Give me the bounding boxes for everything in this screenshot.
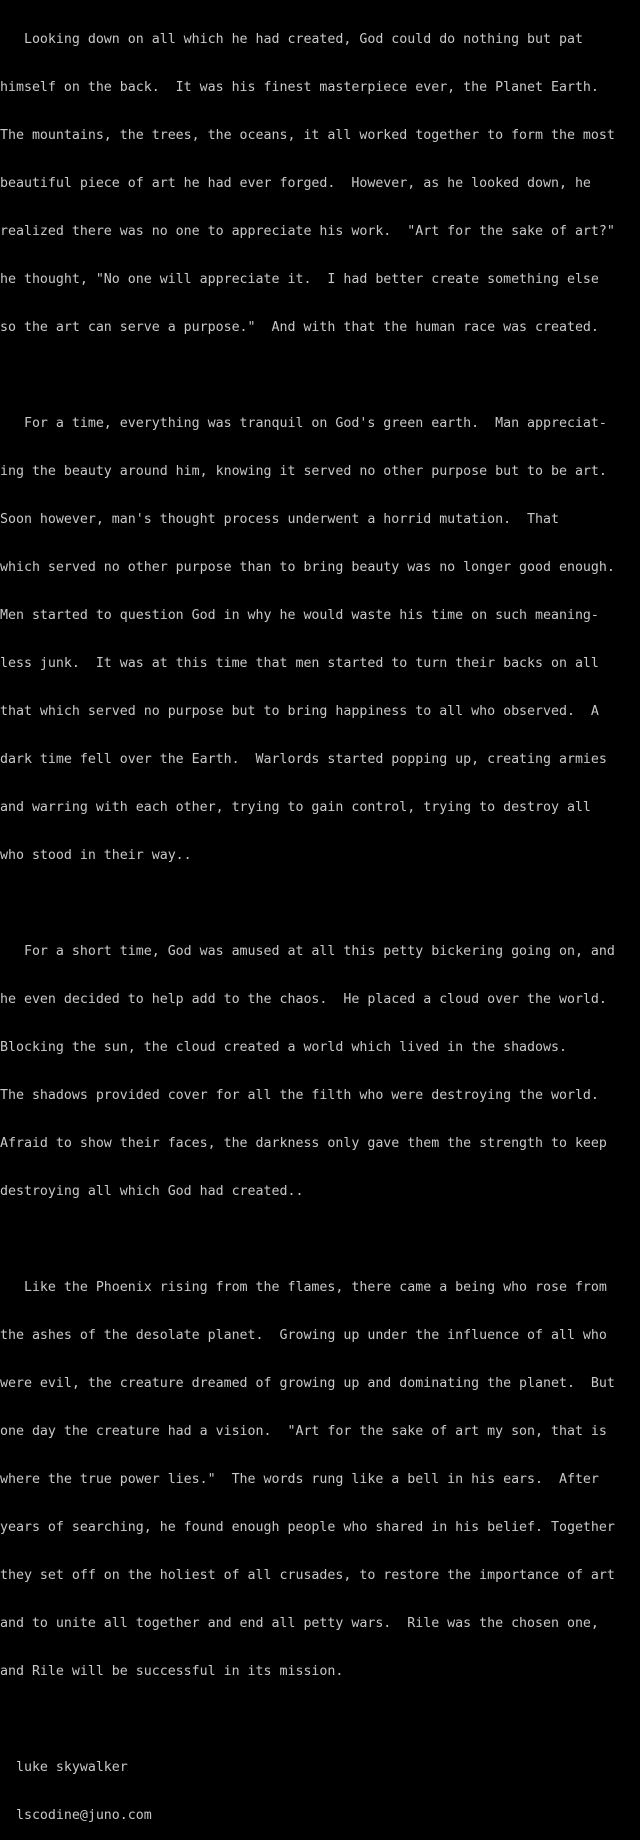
author-name: luke skywalker (0, 1760, 128, 1775)
text-line: and to unite all together and end all petty wars. Rile was the chosen one, (0, 1616, 599, 1631)
text-line: one day the creature had a vision. "Art for the sake of art my son, that is (0, 1424, 607, 1439)
text-line: For a time, everything was tranquil on God's green earth. Man appreciat- (0, 416, 607, 431)
text-line: himself on the back. It was his finest masterpiece ever, the Planet Earth. (0, 80, 599, 95)
text-line: Like the Phoenix rising from the flames, there came a being who rose from (0, 1280, 607, 1295)
text-line: destroying all which God had created.. (0, 1184, 304, 1199)
text-line: they set off on the holiest of all crusades, to restore the importance of art (0, 1568, 615, 1583)
text-line: Afraid to show their faces, the darkness only gave them the strength to keep (0, 1136, 607, 1151)
text-line: he even decided to help add to the chaos. He placed a cloud over the world. (0, 992, 607, 1007)
text-line: For a short time, God was amused at all this petty bickering going on, and (0, 944, 615, 959)
text-line: he thought, "No one will appreciate it. I had better create something else (0, 272, 599, 287)
text-line: The mountains, the trees, the oceans, it all worked together to form the most (0, 128, 615, 143)
text-line: the ashes of the desolate planet. Growing up under the influence of all who (0, 1328, 607, 1343)
blank-line (0, 368, 640, 384)
text-line: beautiful piece of art he had ever forged. However, as he looked down, he (0, 176, 591, 191)
text-line: where the true power lies." The words rung like a bell in his ears. After (0, 1472, 599, 1487)
text-line: dark time fell over the Earth. Warlords started popping up, creating armies (0, 752, 607, 767)
text-line: Men started to question God in why he would waste his time on such meaning- (0, 608, 599, 623)
author-email: lscodine@juno.com (0, 1808, 152, 1823)
text-line: who stood in their way.. (0, 848, 192, 863)
blank-line (0, 1232, 640, 1248)
text-line: years of searching, he found enough people who shared in his belief. Together (0, 1520, 615, 1535)
text-line: Looking down on all which he had created, God could do nothing but pat (0, 32, 583, 47)
text-line: ing the beauty around him, knowing it served no other purpose but to be art. (0, 464, 607, 479)
text-line: Soon however, man's thought process underwent a horrid mutation. That (0, 512, 559, 527)
text-line: less junk. It was at this time that men started to turn their backs on all (0, 656, 599, 671)
text-line: were evil, the creature dreamed of growing up and dominating the planet. But (0, 1376, 615, 1391)
blank-line (0, 1712, 640, 1728)
text-line: realized there was no one to appreciate his work. "Art for the sake of art?" (0, 224, 615, 239)
blank-line (0, 896, 640, 912)
text-line: Blocking the sun, the cloud created a world which lived in the shadows. (0, 1040, 567, 1055)
text-line: and warring with each other, trying to gain control, trying to destroy all (0, 800, 591, 815)
text-line: so the art can serve a purpose." And with that the human race was created. (0, 320, 599, 335)
text-line: The shadows provided cover for all the filth who were destroying the world. (0, 1088, 599, 1103)
text-line: that which served no purpose but to bring happiness to all who observed. A (0, 704, 599, 719)
text-line: which served no other purpose than to bring beauty was no longer good enough. (0, 560, 615, 575)
text-line: and Rile will be successful in its mission. (0, 1664, 344, 1679)
